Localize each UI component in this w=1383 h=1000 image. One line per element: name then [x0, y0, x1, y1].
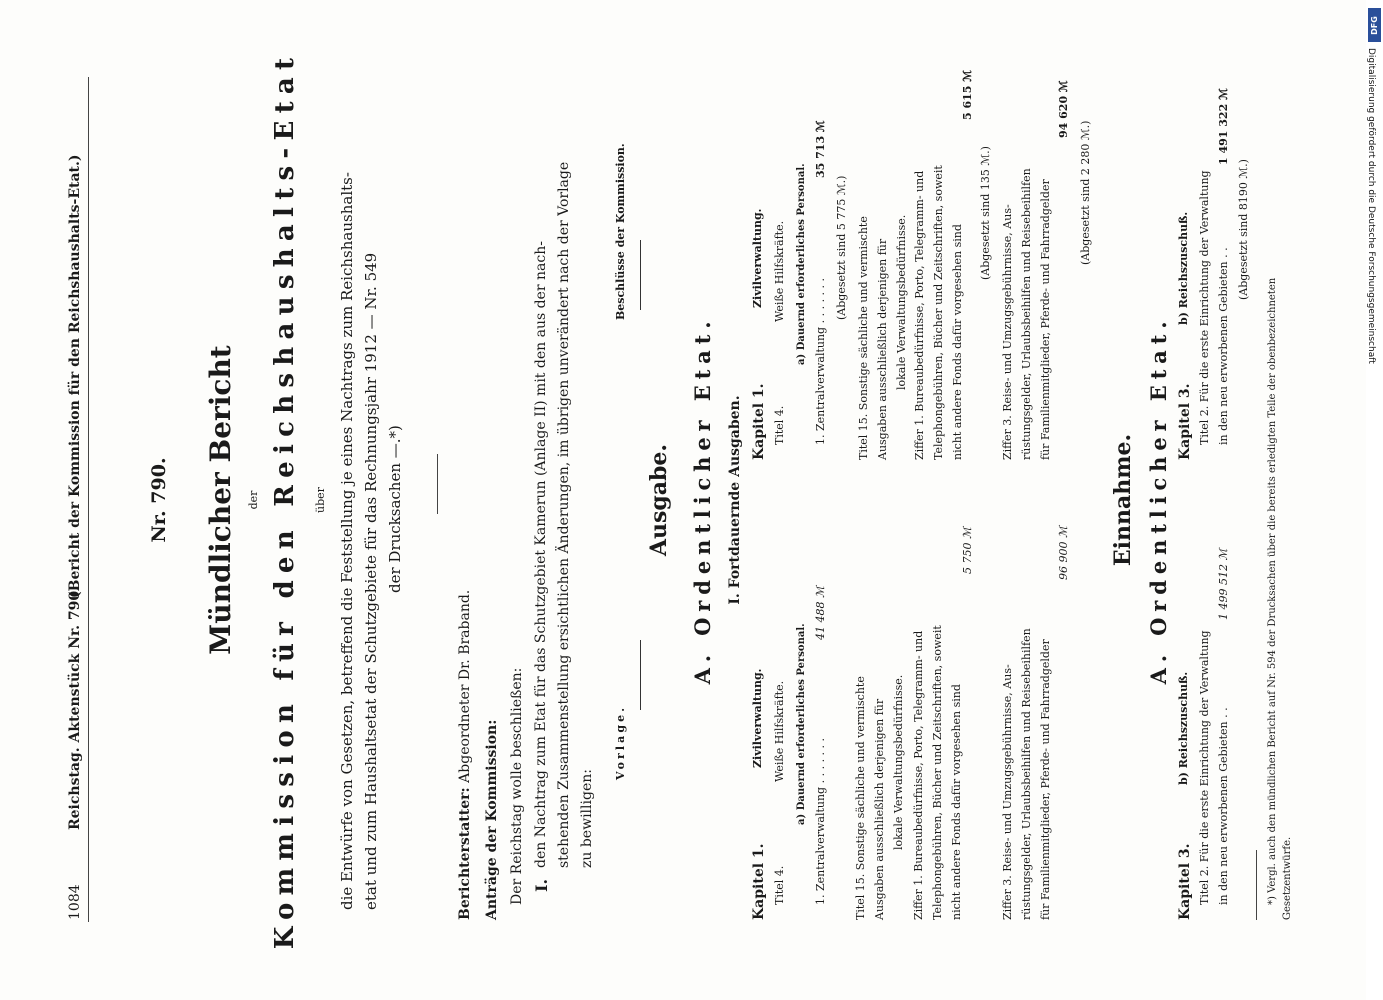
vorlage-rule	[640, 640, 641, 710]
right-ziffer-1-note: (Abgesetzt sind 135 ℳ.)	[979, 146, 992, 280]
left-ziffer-1-l3: nicht andere Fonds dafür vorgesehen sind	[950, 684, 963, 920]
commission-title: Kommission für den Reichshaushalts-Etat	[270, 50, 300, 950]
einnahme-left-titel-l2: in den neu erworbenen Gebieten . .	[1217, 707, 1230, 905]
dfg-credit: Digitalisierung gefördert durch die Deutsche Forschungsgemeinschaft	[1366, 48, 1376, 364]
doc-number: Nr. 790.	[148, 457, 170, 543]
title-ueber: über	[314, 487, 327, 513]
right-ziffer-1-l3: nicht andere Fonds dafür vorgesehen sind	[951, 224, 964, 460]
intro-line-2: etat und zum Haushaltsetat der Schutzgebiete für das Rechnungsjahr 1912 — Nr. 549	[362, 252, 380, 910]
right-titel-15-l2: Ausgaben ausschließlich derjenigen für	[876, 238, 889, 460]
running-head-left: Reichstag. Aktenstück Nr. 790.	[67, 586, 83, 830]
reporter-name: Abgeordneter Dr. Braband.	[457, 589, 473, 783]
right-ziffer-1-amount: 5 615 ℳ	[961, 69, 974, 120]
right-ziffer-3-l2: rüstungsgelder, Urlaubsbeihilfen und Reisebeihilfen	[1020, 168, 1033, 460]
reporter-label: Berichterstatter:	[457, 787, 473, 920]
einnahme-left-sub-b: b) Reichszuschuß.	[1177, 671, 1190, 785]
left-ziffer-3-amount: 96 900 ℳ	[1057, 526, 1070, 580]
column-header-beschluesse: Beschlüsse der Kommission.	[614, 143, 627, 320]
left-titel-4: Titel 4.	[773, 865, 786, 905]
einnahme-left-amount: 1 499 512 ℳ	[1217, 548, 1230, 620]
running-head-right: (Bericht der Kommission für den Reichshaushalts-Etat.)	[67, 154, 83, 598]
motion-line-3: zu bewilligen:	[579, 769, 595, 868]
einnahme-left-titel-l1: Titel 2. Für die erste Einrichtung der Verwaltung	[1198, 630, 1211, 905]
left-titel-15-l1: Titel 15. Sonstige sächliche und vermischte	[854, 676, 867, 920]
right-sub-a: a) Dauernd erforderliches Personal.	[796, 163, 807, 365]
motions-intro: Der Reichstag wolle beschließen:	[509, 667, 525, 905]
einnahme-right-sub-b: b) Reichszuschuß.	[1177, 211, 1190, 325]
right-ziffer-3-note: (Abgesetzt sind 2 280 ℳ.)	[1079, 120, 1092, 265]
right-item-1-note: (Abgesetzt sind 5 775 ℳ.)	[835, 175, 848, 320]
footnote-line-2: Gesetzentwürfe.	[1282, 836, 1293, 920]
left-ziffer-3-l1: Ziffer 3. Reise- und Umzugsgebührnisse, Aus-	[1001, 664, 1014, 920]
left-ziffer-1-l1: Ziffer 1. Bureaubedürfnisse, Porto, Telegramm- und	[912, 630, 925, 920]
title-der: der	[247, 490, 260, 510]
intro-line-1: die Entwürfe von Gesetzen, betreffend die Feststellung je eines Nachtrags zum Reichshaushalts-	[338, 172, 356, 910]
page-number: 1084	[67, 884, 83, 920]
ausgabe-ordentlicher-etat: A. Ordentlicher Etat.	[690, 315, 715, 685]
left-item-1: 1. Zentralverwaltung . . . . . . .	[814, 737, 827, 905]
dfg-logo	[1368, 8, 1381, 42]
right-weisse-hilfskraefte: Weiße Hilfskräfte.	[773, 220, 786, 322]
einnahme-right-note: (Abgesetzt sind 8190 ℳ.)	[1237, 159, 1250, 300]
ausgabe-heading: Ausgabe.	[646, 443, 672, 557]
left-zivilverwaltung: Zivilverwaltung.	[751, 668, 764, 768]
left-item-1-amount: 41 488 ℳ	[814, 586, 827, 640]
intro-line-3: der Drucksachen —.*)	[386, 425, 404, 593]
einnahme-left-kapitel-3: Kapitel 3.	[1177, 843, 1193, 920]
einnahme-right-amount: 1 491 322 ℳ	[1217, 88, 1230, 165]
right-ziffer-3-amount: 94 620 ℳ	[1057, 80, 1070, 138]
right-titel-15-l3: lokale Verwaltungsbedürfnisse.	[895, 214, 908, 390]
einnahme-right-kapitel-3: Kapitel 3.	[1177, 383, 1193, 460]
left-sub-a: a) Dauernd erforderliches Personal.	[796, 623, 807, 825]
left-ziffer-1-amount: 5 750 ℳ	[961, 527, 974, 574]
reporter-line	[458, 590, 473, 920]
right-ziffer-1-l1: Ziffer 1. Bureaubedürfnisse, Porto, Telegramm- und	[913, 170, 926, 460]
left-titel-15-l2: Ausgaben ausschließlich derjenigen für	[873, 698, 886, 920]
left-titel-15-l3: lokale Verwaltungsbedürfnisse.	[892, 674, 905, 850]
dfg-logo-text: DFG	[1370, 15, 1380, 35]
beschluesse-rule	[640, 240, 641, 310]
header-rule	[88, 77, 89, 922]
einnahme-right-titel-l2: in den neu erworbenen Gebieten . .	[1217, 247, 1230, 445]
right-titel-15-l1: Titel 15. Sonstige sächliche und vermischte	[857, 216, 870, 460]
einnahme-ordentlicher-etat: A. Ordentlicher Etat.	[1146, 315, 1171, 685]
right-item-1: 1. Zentralverwaltung . . . . . . .	[814, 277, 827, 445]
motion-line-1: den Nachtrag zum Etat für das Schutzgebiet Kamerun (Anlage II) mit den aus der nach-	[533, 241, 549, 868]
motions-heading: Anträge der Kommission:	[484, 719, 500, 920]
left-ziffer-1-l2: Telephongebühren, Bücher und Zeitschriften, soweit	[931, 625, 944, 920]
fortdauernde-ausgaben: I. Fortdauernde Ausgaben.	[727, 395, 743, 605]
column-header-vorlage: Vorlage.	[614, 704, 627, 780]
left-ziffer-3-l3: für Familienmitglieder, Pferde- und Fahrradgelder	[1039, 639, 1052, 920]
left-weisse-hilfskraefte: Weiße Hilfskräfte.	[773, 680, 786, 782]
footnote-line-1: *) Vergl. auch den mündlichen Bericht auf Nr. 594 der Drucksachen über die bereits erledigten Teile der obenbezeichneten	[1267, 277, 1278, 905]
right-ziffer-1-l2: Telephongebühren, Bücher und Zeitschriften, soweit	[932, 165, 945, 460]
right-kapitel-1: Kapitel 1.	[751, 383, 767, 460]
right-ziffer-3-l3: für Familienmitglieder, Pferde- und Fahrradgelder	[1039, 179, 1052, 460]
einnahme-heading: Einnahme.	[1110, 433, 1136, 567]
intro-rule	[437, 454, 438, 514]
einnahme-right-titel-l1: Titel 2. Für die erste Einrichtung der Verwaltung	[1198, 170, 1211, 445]
motion-item-number: I.	[532, 878, 551, 892]
left-kapitel-1: Kapitel 1.	[751, 843, 767, 920]
right-ziffer-3-l1: Ziffer 3. Reise- und Umzugsgebührnisse, Aus-	[1001, 204, 1014, 460]
right-item-1-amount: 35 713 ℳ	[814, 120, 827, 178]
motion-line-2: stehenden Zusammenstellung ersichtlichen Änderungen, im übrigen unverändert nach der Vorlage	[556, 161, 572, 868]
report-title: Mündlicher Bericht	[204, 345, 237, 655]
right-zivilverwaltung: Zivilverwaltung.	[751, 208, 764, 308]
left-ziffer-3-l2: rüstungsgelder, Urlaubsbeihilfen und Reisebeihilfen	[1020, 628, 1033, 920]
footnote-rule	[1256, 850, 1257, 920]
right-titel-4: Titel 4.	[773, 405, 786, 445]
